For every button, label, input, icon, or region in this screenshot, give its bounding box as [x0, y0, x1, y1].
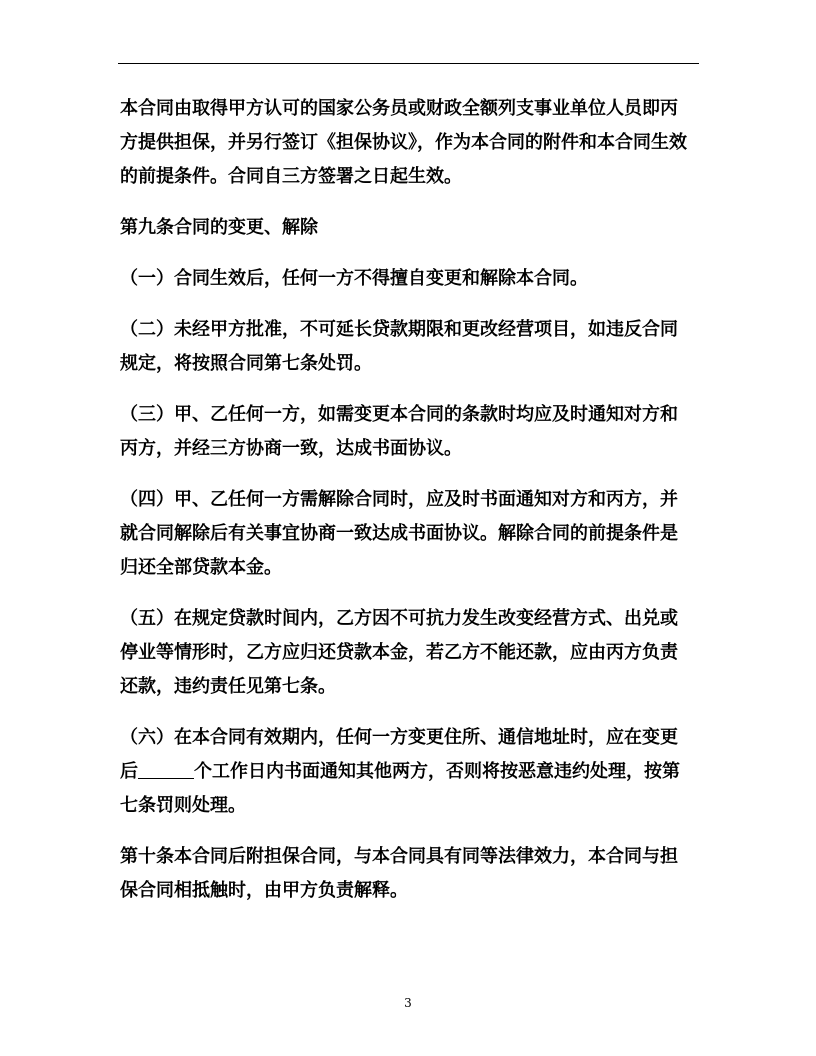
article-10: 第十条本合同后附担保合同，与本合同具有同等法律效力，本合同与担保合同相抵触时，由甲方负责解释。: [120, 846, 678, 901]
clause-9-4: （四）甲、乙任何一方需解除合同时，应及时书面通知对方和丙方，并就合同解除后有关事宜协商一致达成书面协议。解除合同的前提条件是归还全部贷款本金。: [120, 489, 678, 578]
clause-9-1: （一）合同生效后，任何一方不得擅自变更和解除本合同。: [120, 268, 588, 289]
clause-9-6-text-before: （六）在本合同有效期内，任何一方变更住所、通信地址时，应在变更后: [120, 727, 678, 782]
clause-9-6: [120, 721, 692, 823]
clause-9-5: （五）在规定贷款时间内，乙方因不可抗力发生改变经营方式、出兑或停业等情形时，乙方应归还贷款本金，若乙方不能还款，应由丙方负责还款，违约责任见第七条。: [120, 608, 678, 697]
clause-9-3: （三）甲、乙任何一方，如需变更本合同的条款时均应及时通知对方和丙方，并经三方协商一致，达成书面协议。: [120, 404, 678, 459]
article-9-heading: 第九条合同的变更、解除: [120, 217, 318, 238]
document-body: [120, 92, 692, 908]
paragraph-guarantee: 本合同由取得甲方认可的国家公务员或财政全额列支事业单位人员即丙方提供担保，并另行签订《担保协议》，作为本合同的附件和本合同生效的前提条件。合同自三方签署之日起生效。: [120, 98, 687, 187]
page-number: 3: [404, 996, 412, 1010]
header-rule: [118, 63, 699, 64]
clause-9-2: （二）未经甲方批准，不可延长贷款期限和更改经营项目，如违反合同规定，将按照合同第七条处罚。: [120, 319, 678, 374]
fill-in-blank: [138, 760, 194, 779]
clause-9-6-text-after: 个工作日内书面通知其他两方，否则将按恶意违约处理，按第七条罚则处理。: [120, 761, 680, 816]
